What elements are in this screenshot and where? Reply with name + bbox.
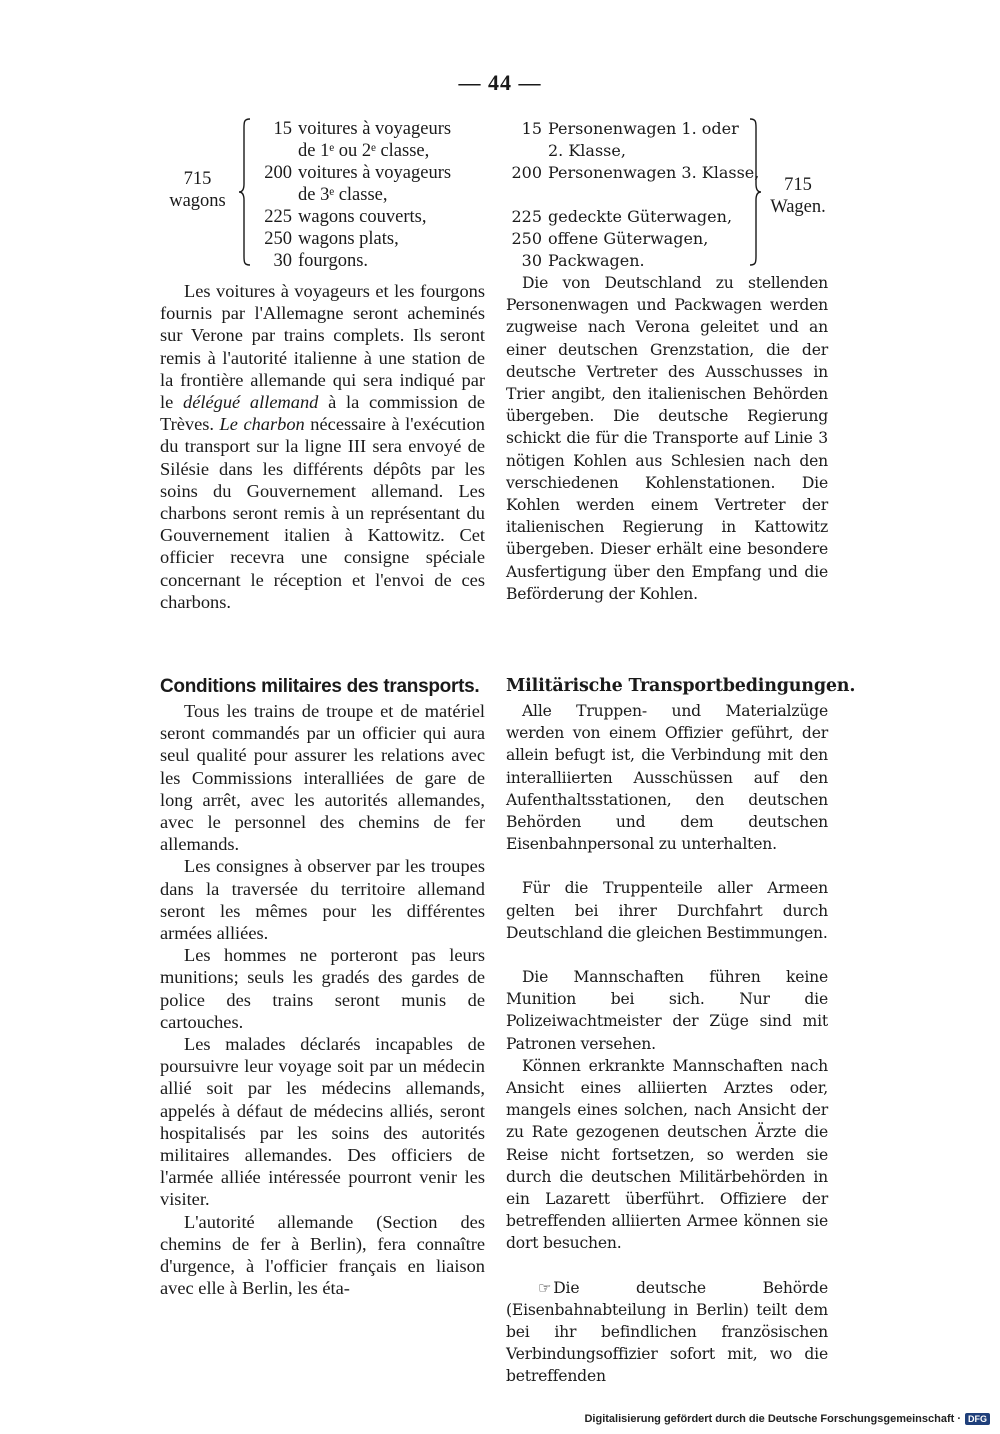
paragraph: Die Mannschaften führen keine Munition bei sich. Nur die Polizeiwachtmeister der Züge sind mit Patronen versehen.	[506, 968, 828, 1053]
stock-item: 250 wagons plats,	[264, 229, 399, 249]
paragraph: Les hommes ne porteront pas leurs munitions; seuls les gradés des gardes de police des trains seront munis de cartouches.	[160, 945, 485, 1032]
digitization-credit	[560, 1413, 990, 1425]
stock-item: 2. Klasse,	[548, 141, 626, 160]
french-column-intro	[160, 280, 485, 613]
french-column-conditions	[160, 700, 485, 1299]
stock-total-fr	[160, 168, 235, 212]
paragraph: Tous les trains de troupe et de matériel seront commandés par un officier qui aura seul qualité pour assurer les relations avec les Commissions interalliées de gare de long arrêt, avec les autorités allemandes, avec le personnel des chemins de fer allemands.	[160, 701, 485, 855]
rolling-stock-list-fr	[160, 118, 500, 271]
stock-total-unit-fr: wagons	[169, 191, 226, 211]
section-heading-fr: Conditions militaires des transports.	[160, 676, 480, 697]
stock-total-number-fr: 715	[183, 169, 212, 189]
stock-item: 30 fourgons.	[273, 251, 369, 271]
german-column-conditions	[506, 700, 828, 1388]
stock-total-de	[762, 174, 834, 218]
stock-items-de	[506, 118, 760, 272]
stock-item: 15 Personenwagen 1. oder	[521, 119, 739, 138]
stock-item: 250 offene Güterwagen,	[511, 229, 709, 248]
stock-item: 30 Packwagen.	[521, 251, 645, 270]
paragraph: Les consignes à observer par les troupes dans la traversée du territoire allemand seront les mêmes pour les différentes armées alliées.	[160, 856, 485, 944]
paragraph: L'autorité allemande (Section des chemins de fer à Berlin), fera connaître d'urgence, à l'officier français en liaison avec elle à Berlin, les éta-	[160, 1211, 485, 1299]
stock-total-number-de: 715	[784, 175, 812, 195]
page-number: — 44 —	[458, 70, 542, 95]
german-column-intro	[506, 272, 828, 605]
paragraph: ☞ Die deutsche Behörde (Eisenbahnabteilung in Berlin) teilt dem bei ihr befindlichen französischen Verbindungsoffizier sofort mit, wo die betreffenden	[506, 1278, 828, 1386]
stock-item: de 1ᵉ ou 2ᵉ classe,	[298, 141, 430, 161]
paragraph: Les voitures à voyageurs et les fourgons fournis par l'Allemagne seront acheminés sur Verone par trains complets. Ils seront remis à l'autorité italienne à une station de la frontière allemande qui sera indiqué par le délégué allemand à la commission de Trèves. Le charbon nécessaire à l'exécution du transport sur la ligne III sera envoyé de Silésie dans les différents dépôts par les soins du Gouvernement allemand. Les charbons seront remis à un représentant du Gouvernement italien à Kattowitz. Cet officier recevra une consigne spéciale concernant le réception et l'envoi de ces charbons.	[160, 281, 486, 612]
stock-item: 225 wagons couverts,	[264, 207, 427, 227]
paragraph: Für die Truppenteile aller Armeen gelten bei ihrer Durchfahrt durch Deutschland die gleichen Bestimmungen.	[506, 879, 828, 942]
stock-item: 15 voitures à voyageurs	[273, 119, 452, 139]
paragraph: Alle Truppen- und Materialzüge werden von einem Offizier geführt, der allein befugt ist, die Verbindung mit den interalliierten Ausschüssen auf den Aufenthaltsstationen, den deutschen Behörden und dem deutschen Eisenbahnpersonal zu unterhalten.	[506, 702, 828, 854]
rolling-stock-list-de	[506, 118, 836, 268]
section-heading-de: Militärische Transportbedingungen.	[506, 676, 856, 696]
stock-item: 225 gedeckte Güterwagen,	[511, 207, 733, 226]
stock-item: de 3ᵉ classe,	[298, 185, 388, 205]
left-brace-icon	[238, 118, 252, 266]
paragraph: Les malades déclarés incapables de poursuivre leur voyage soit par un médecin allié soit par les médecins allemands, appelés à défaut de médecins alliés, seront hospitalisés par les soins des autorités militaires allemandes. Des officiers de l'armée alliée intéressée pourront venir les visiter.	[160, 1034, 485, 1210]
credit-text: Digitalisierung gefördert durch die Deutsche Forschungsgemeinschaft ·	[584, 1413, 961, 1425]
pointing-hand-icon: ☞	[538, 1278, 552, 1297]
right-brace-icon	[748, 118, 762, 266]
paragraph: Können erkrankte Mannschaften nach Ansicht eines alliierten Arztes oder, mangels eines solchen, nach Ansicht der zu Rate gezogenen deutschen Ärzte die Reise nicht fortsetzen, so werden sie durch die deutschen Militärbehörden in ein Lazarett überführt. Offiziere der betreffenden alliierten Armee können sie dort besuchen.	[506, 1056, 828, 1253]
stock-items-fr	[256, 118, 496, 272]
stock-item: 200 voitures à voyageurs	[264, 163, 452, 183]
paragraph: Die von Deutschland zu stellenden Personenwagen und Packwagen werden zugweise nach Verona geleitet und an einer deutschen Grenzstation, die der deutsche Vertreter des Ausschusses in Trier angibt, den italienischen Behörden übergeben. Die deutsche Regierung schickt die für die Transporte auf Linie 3 nötigen Kohlen aus Schlesien nach den verschiedenen Kohlenstationen. Die Kohlen werden einem Vertreter der italienischen Regierung in Kattowitz übergeben. Dieser erhält eine besondere Ausfertigung über den Empfang und die Beförderung der Kohlen.	[506, 274, 828, 603]
stock-total-unit-de: Wagen.	[770, 197, 826, 217]
stock-item: 200 Personenwagen 3. Klasse,	[511, 163, 760, 182]
dfg-logo: DFG	[965, 1413, 990, 1425]
